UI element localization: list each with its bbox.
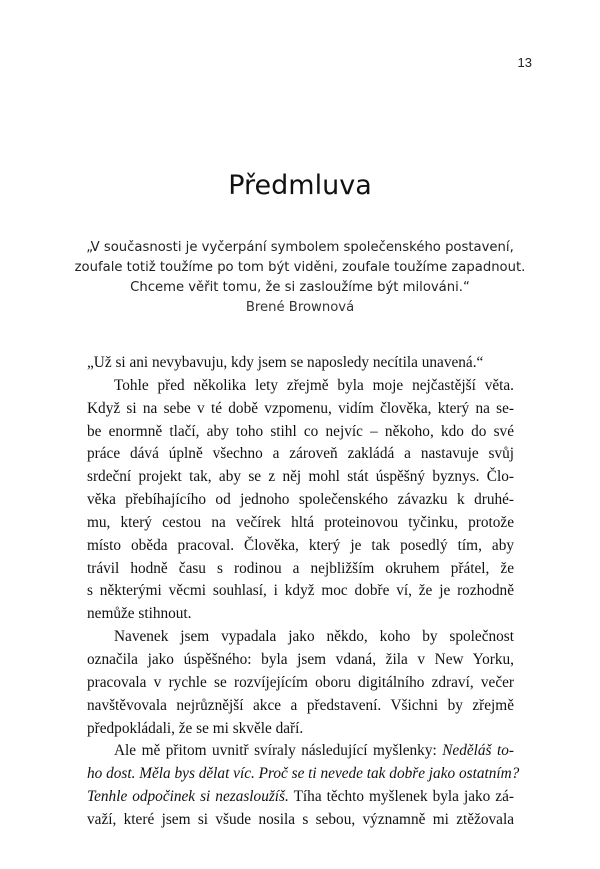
epigraph-line: zoufale totiž toužíme po tom být viděni, zoufale toužíme zapadnout.: [74, 260, 526, 275]
paragraph-4: [87, 740, 520, 831]
text-line: be enormně tlačí, aby toho stihl co nejvíc – někoho, kdo do své: [87, 422, 514, 440]
text-line: mu, který cestou na večírek hltá proteinovou tyčinku, protože: [87, 513, 514, 531]
text-line: [87, 763, 520, 786]
epigraph-line: Chceme věřit tomu, že si zasloužíme být milováni.“: [130, 280, 470, 295]
text-line: „Už si ani nevybavuju, kdy jsem se naposledy necítila unavená.“: [87, 354, 484, 371]
text-line: místo oběda pracoval. Člověka, který je tak posedlý tím, aby: [87, 536, 514, 554]
text-line: navštěvovala nejrůznější akce a představení. Všichni by zřejmě: [87, 696, 514, 714]
chapter-title: Předmluva: [228, 170, 372, 201]
text-line: označila jako úspěšného: byla jsem vdaná, žila v New Yorku,: [87, 650, 514, 668]
paragraph-3: [87, 626, 514, 740]
text-line: Když si na sebe v té době vzpomenu, vidím člověka, který na se-: [87, 399, 514, 417]
text-line: važí, které jsem si všude nosila s sebou, významně mi ztěžovala: [87, 810, 514, 828]
epigraph-line: „V současnosti je vyčerpání symbolem společenského postavení,: [86, 240, 514, 255]
paragraph-2: [87, 375, 514, 626]
text-line: s některými věcmi souhlasí, i když moc dobře ví, že je rozhodně: [87, 582, 514, 600]
text-line: nemůže stihnout.: [87, 605, 192, 623]
text-line: předpokládali, že se mi skvěle daří.: [87, 719, 304, 737]
text-line: srdeční projekt tak, aby se z něj mohl stát úspěšný byznys. Člo-: [87, 468, 514, 486]
italic-run: Neděláš to-: [442, 742, 514, 760]
text-run: Tíha těchto myšlenek byla jako zá-: [288, 788, 514, 806]
epigraph-author: Brené Brownová: [245, 300, 355, 315]
italic-run: Tenhle odpočinek si nezasloužíš.: [87, 788, 289, 806]
text-run: Ale mě přitom uvnitř svíraly následující myšlenky:: [114, 742, 443, 760]
text-line: trávil hodně času s rodinou a nejbližším okruhem přátel, že: [87, 559, 514, 577]
text-line: [87, 786, 514, 809]
paragraph-1: [87, 352, 514, 375]
text-line: Navenek jsem vypadala jako někdo, koho by společnost: [114, 628, 514, 646]
text-line: pracovala v rychle se rozvíjejícím oboru digitálního zdraví, večer: [87, 673, 514, 691]
italic-run: ho dost. Měla bys dělat víc. Proč se ti nevede tak dobře jako ostatním?: [87, 765, 520, 783]
page-number: 13: [517, 55, 532, 70]
body-text: [87, 352, 520, 832]
text-line: Tohle před několika lety zřejmě byla moje nejčastější věta.: [114, 376, 514, 394]
epigraph: [60, 238, 540, 318]
text-line: práce dává úplně všechno a zároveň zakládá a nastavuje svůj: [87, 445, 514, 463]
text-line: věka přebíhajícího od jednoho společenského závazku k druhé-: [87, 491, 514, 509]
text-line: [87, 740, 514, 763]
